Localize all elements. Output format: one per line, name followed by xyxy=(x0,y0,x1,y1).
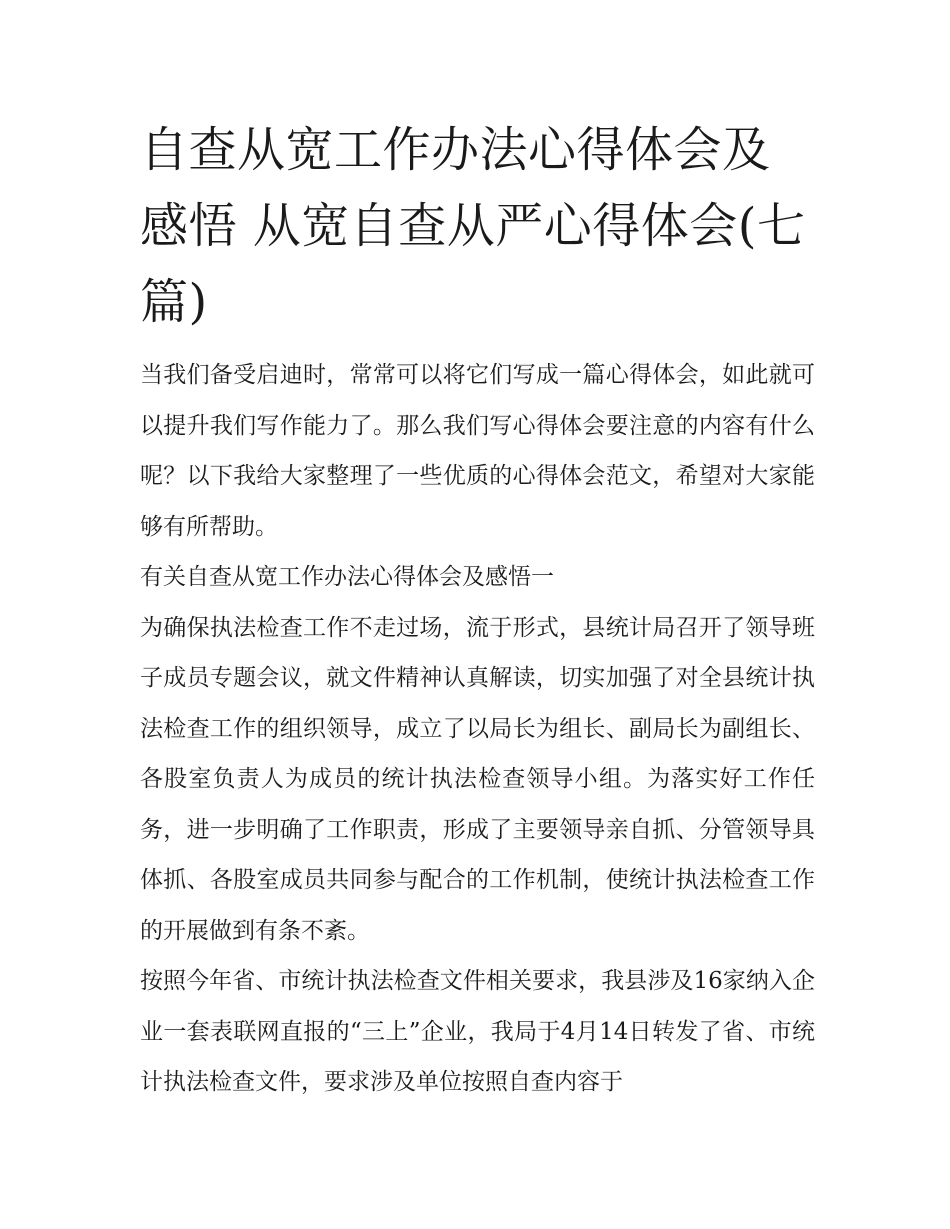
section-heading: 有关自查从宽工作办法心得体会及感悟一 xyxy=(140,564,554,590)
intro-paragraph: 当我们备受启迪时，常常可以将它们写成一篇心得体会，如此就可以提升我们写作能力了。那么我们写心得体会要注意的内容有什么呢？以下我给大家整理了一些优质的心得体会范文，希望对大家能够有所帮助。 xyxy=(140,362,815,540)
document-title: 自查从宽工作办法心得体会及感悟 从宽自查从严心得体会(七篇) xyxy=(140,122,806,330)
document-page xyxy=(140,112,815,1108)
body-paragraph-1: 为确保执法检查工作不走过场，流于形式，县统计局召开了领导班子成员专题会议，就文件精神认真解读，切实加强了对全县统计执法检查工作的组织领导，成立了以局长为组长、副局长为副组长、各股室负责人为成员的统计执法检查领导小组。为落实好工作任务，进一步明确了工作职责，形成了主要领导亲自抓、分管领导具体抓、各股室成员共同参与配合的工作机制，使统计执法检查工作的开展做到有条不紊。 xyxy=(140,614,815,944)
body-paragraph-2: 按照今年省、市统计执法检查文件相关要求，我县涉及16家纳入企业一套表联网直报的“三上”企业，我局于4月14日转发了省、市统计执法检查文件，要求涉及单位按照自查内容于 xyxy=(140,968,815,1095)
